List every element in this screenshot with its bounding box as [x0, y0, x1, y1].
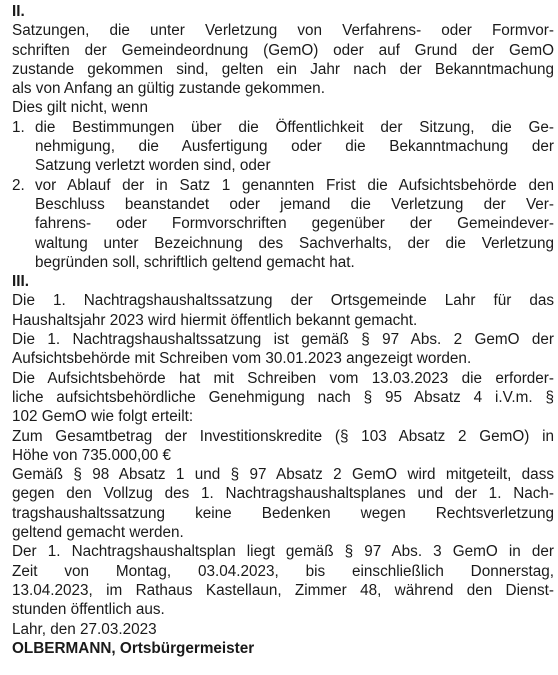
- text-line: Gemäß § 98 Absatz 1 und § 97 Absatz 2 GemO wird mitgeteilt, dass: [12, 466, 554, 484]
- text-line: 102 GemO wie folgt erteilt:: [12, 408, 194, 426]
- list-item: [12, 118, 554, 176]
- text-line: Die 1. Nachtragshaushaltssatzung der Ortsgemeinde Lahr für das: [12, 292, 554, 310]
- text-line: nehmigung, die Ausfertigung oder die Bekanntmachung der: [35, 138, 554, 156]
- text-line: liche aufsichtsbehördliche Genehmigung nach § 95 Absatz 4 i.V.m. §: [12, 388, 554, 406]
- text-line: Aufsichtsbehörde mit Schreiben vom 30.01.2023 angezeigt worden.: [12, 350, 472, 368]
- text-line: fahrens- oder Formvorschriften gegenüber der Gemeindever-: [35, 215, 554, 233]
- text-line: geltend gemacht werden.: [12, 524, 184, 542]
- text-line: tragshaushaltssatzung keine Bedenken wegen Rechtsverletzung: [12, 504, 554, 522]
- text-line: Satzung verletzt worden sind, oder: [35, 157, 271, 175]
- text-line: Haushaltsjahr 2023 wird hiermit öffentlich bekannt gemacht.: [12, 311, 418, 329]
- text-line: vor Ablauf der in Satz 1 genannten Frist die Aufsichtsbehörde den: [35, 176, 554, 194]
- text-line: stunden öffentlich aus.: [12, 601, 165, 619]
- paragraph-validity: [12, 21, 554, 98]
- text-line: als von Anfang an gültig zustande gekommen.: [12, 80, 325, 98]
- text-line: 13.04.2023, im Rathaus Kastellaun, Zimmer 48, während den Dienst-: [12, 581, 554, 599]
- text-line: Die 1. Nachtragshaushaltssatzung ist gemäß § 97 Abs. 2 GemO der: [12, 331, 554, 349]
- exceptions-intro: Dies gilt nicht, wenn: [12, 99, 149, 117]
- text-line: Satzungen, die unter Verletzung von Verfahrens- oder Formvor-: [12, 22, 554, 40]
- list-item-number: 1.: [12, 118, 25, 136]
- text-line: zustande gekommen sind, gelten ein Jahr nach der Bekanntmachung: [12, 60, 554, 78]
- list-item: [12, 176, 554, 272]
- text-line: Die Aufsichtsbehörde hat mit Schreiben vom 13.03.2023 die erforder-: [12, 369, 554, 387]
- text-line: Zeit von Montag, 03.04.2023, bis einschließlich Donnerstag,: [12, 562, 554, 580]
- list-item-number: 2.: [12, 176, 25, 194]
- text-line: Zum Gesamtbetrag der Investitionskredite (§ 103 Absatz 2 GemO) in: [12, 427, 554, 445]
- paragraph-announcement: [12, 291, 554, 619]
- text-line: gegen den Vollzug des 1. Nachtragshaushaltsplanes und der 1. Nach-: [12, 485, 554, 503]
- text-line: die Bestimmungen über die Öffentlichkeit der Sitzung, die Ge-: [35, 118, 554, 136]
- text-line: Beschluss beanstandet oder jemand die Verletzung der Ver-: [35, 195, 554, 213]
- signature: OLBERMANN, Ortsbürgermeister: [12, 639, 255, 657]
- text-line: Höhe von 735.000,00 €: [12, 446, 172, 464]
- section-heading-iii: III.: [12, 273, 29, 291]
- text-line: schriften der Gemeindeordnung (GemO) oder auf Grund der GemO: [12, 41, 554, 59]
- place-date: Lahr, den 27.03.2023: [12, 620, 157, 638]
- text-line: waltung unter Bezeichnung des Sachverhalts, der die Verletzung: [35, 234, 554, 252]
- text-line: Der 1. Nachtragshaushaltsplan liegt gemäß § 97 Abs. 3 GemO in der: [12, 543, 554, 561]
- section-heading-ii: II.: [12, 3, 25, 20]
- text-line: begründen soll, schriftlich geltend gemacht hat.: [35, 253, 355, 271]
